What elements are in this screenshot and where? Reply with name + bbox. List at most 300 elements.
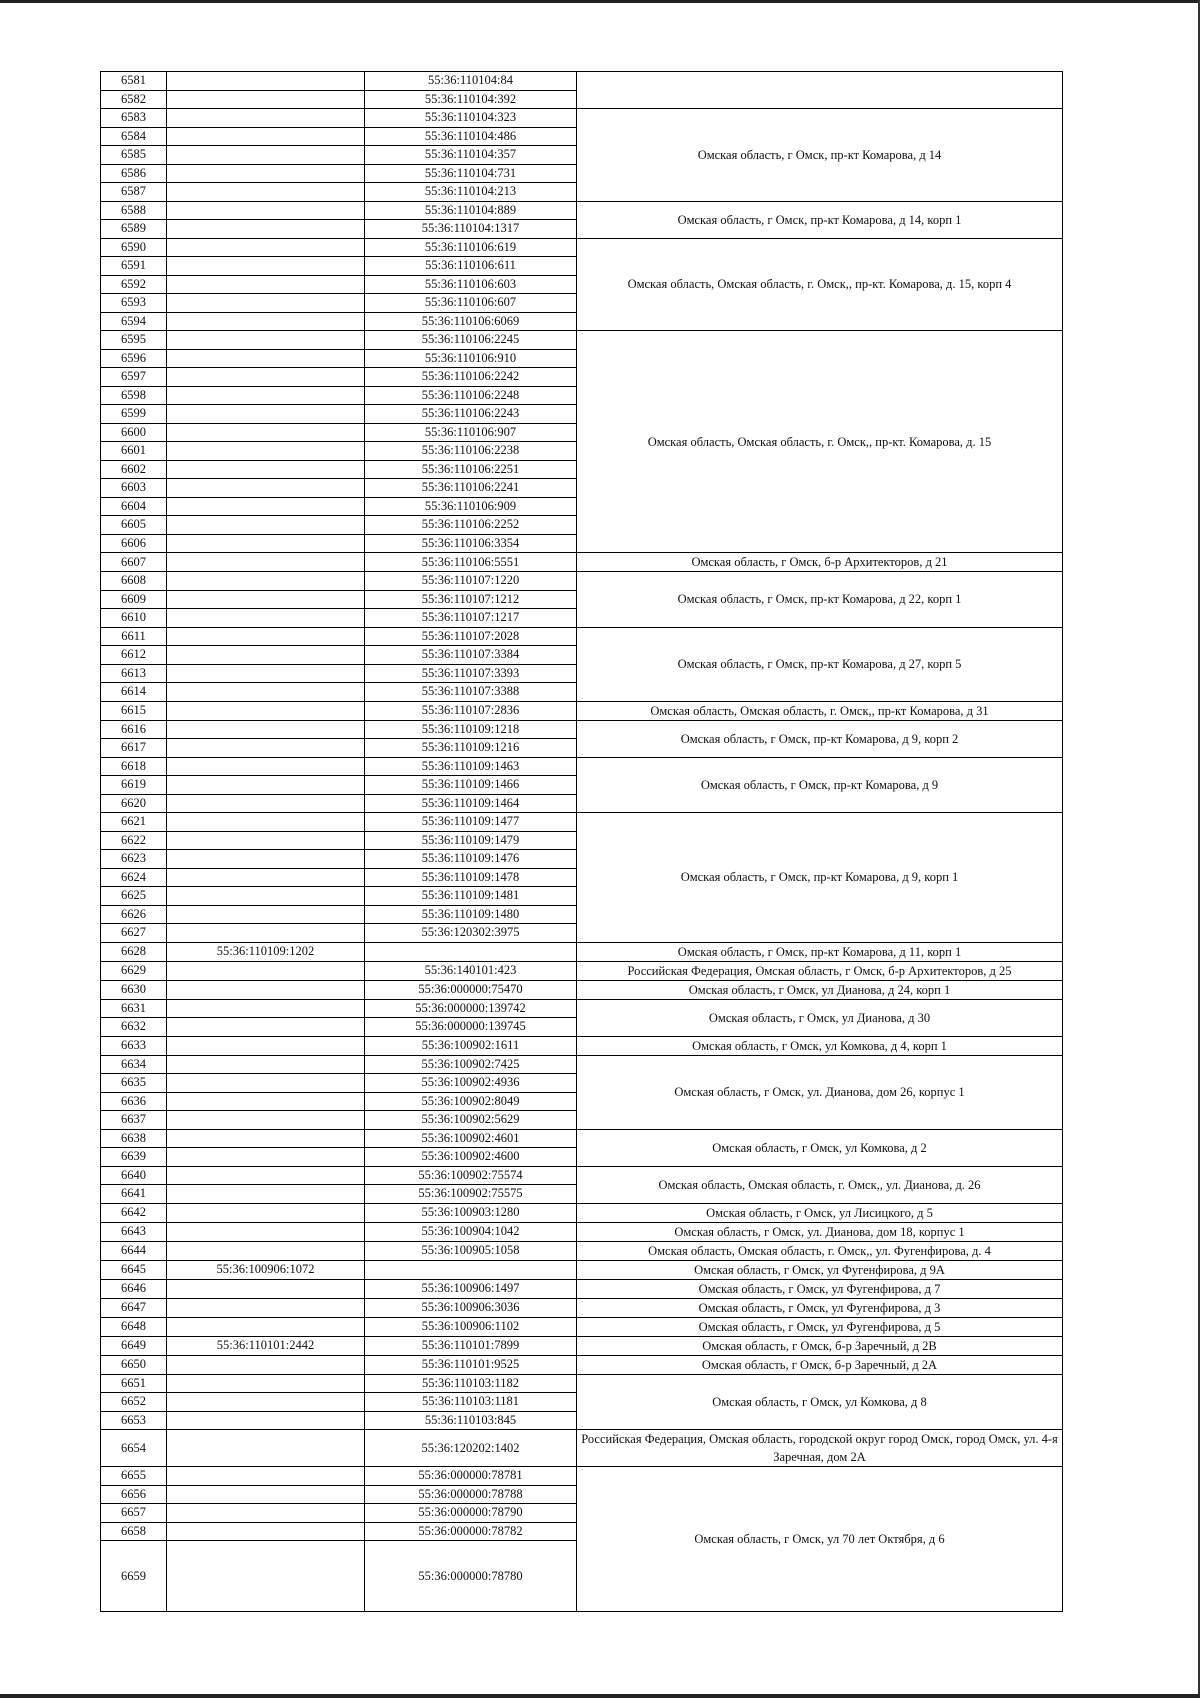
cadastral-number-cell: 55:36:110107:1217 (365, 609, 577, 628)
row-number-cell: 6617 (101, 739, 167, 758)
address-cell: Омская область, г Омск, пр-кт Комарова, д 14 (577, 109, 1063, 202)
cadastral-number-cell: 55:36:000000:75470 (365, 980, 577, 999)
table-row (101, 1467, 1063, 1486)
row-number-cell: 6632 (101, 1018, 167, 1037)
table-row (101, 813, 1063, 832)
cadastral-number-cell: 55:36:100902:4936 (365, 1074, 577, 1093)
old-cadastral-cell (167, 1203, 365, 1222)
old-cadastral-cell (167, 850, 365, 869)
cadastral-number-cell: 55:36:100902:1611 (365, 1036, 577, 1055)
table-row (101, 1129, 1063, 1148)
cadastral-number-cell: 55:36:100905:1058 (365, 1241, 577, 1260)
row-number-cell: 6627 (101, 924, 167, 943)
old-cadastral-cell (167, 331, 365, 350)
row-number-cell: 6614 (101, 683, 167, 702)
cadastral-number-cell: 55:36:110103:1182 (365, 1374, 577, 1393)
table-row (101, 331, 1063, 350)
row-number-cell: 6653 (101, 1411, 167, 1430)
old-cadastral-cell (167, 627, 365, 646)
cadastral-number-cell: 55:36:110104:357 (365, 146, 577, 165)
cadastral-number-cell: 55:36:000000:78781 (365, 1467, 577, 1486)
row-number-cell: 6581 (101, 72, 167, 91)
old-cadastral-cell (167, 683, 365, 702)
row-number-cell: 6650 (101, 1355, 167, 1374)
old-cadastral-cell (167, 1317, 365, 1336)
cadastral-number-cell: 55:36:110104:889 (365, 201, 577, 220)
row-number-cell: 6652 (101, 1393, 167, 1412)
table-row (101, 1317, 1063, 1336)
old-cadastral-cell (167, 516, 365, 535)
row-number-cell: 6597 (101, 368, 167, 387)
address-cell: Омская область, г Омск, ул Комкова, д 8 (577, 1374, 1063, 1430)
address-cell: Омская область, г Омск, пр-кт Комарова, д 11, корп 1 (577, 942, 1063, 961)
old-cadastral-cell (167, 386, 365, 405)
table-row (101, 1166, 1063, 1185)
old-cadastral-cell: 55:36:110101:2442 (167, 1336, 365, 1355)
row-number-cell: 6635 (101, 1074, 167, 1093)
cadastral-number-cell: 55:36:100902:75575 (365, 1185, 577, 1204)
old-cadastral-cell (167, 1241, 365, 1260)
row-number-cell: 6619 (101, 776, 167, 795)
table-row (101, 201, 1063, 220)
row-number-cell: 6654 (101, 1430, 167, 1467)
cadastral-number-cell: 55:36:110103:845 (365, 1411, 577, 1430)
table-row (101, 1374, 1063, 1393)
row-number-cell: 6629 (101, 961, 167, 980)
old-cadastral-cell (167, 1298, 365, 1317)
old-cadastral-cell (167, 887, 365, 906)
table-row (101, 980, 1063, 999)
row-number-cell: 6651 (101, 1374, 167, 1393)
row-number-cell: 6604 (101, 497, 167, 516)
old-cadastral-cell (167, 442, 365, 461)
address-cell: Омская область, г Омск, пр-кт Комарова, д 9, корп 2 (577, 720, 1063, 757)
cadastral-number-cell: 55:36:000000:78782 (365, 1522, 577, 1541)
cadastral-number-cell: 55:36:110104:84 (365, 72, 577, 91)
old-cadastral-cell (167, 1279, 365, 1298)
row-number-cell: 6631 (101, 999, 167, 1018)
old-cadastral-cell (167, 961, 365, 980)
table-row (101, 1203, 1063, 1222)
scan-edge-top (0, 0, 1200, 3)
table-row (101, 238, 1063, 257)
cadastral-number-cell: 55:36:000000:78780 (365, 1541, 577, 1612)
old-cadastral-cell (167, 794, 365, 813)
cadastral-number-cell: 55:36:000000:78790 (365, 1504, 577, 1523)
row-number-cell: 6598 (101, 386, 167, 405)
old-cadastral-cell (167, 1036, 365, 1055)
old-cadastral-cell (167, 127, 365, 146)
old-cadastral-cell (167, 924, 365, 943)
cadastral-number-cell: 55:36:110107:1212 (365, 590, 577, 609)
cadastral-number-cell: 55:36:110104:731 (365, 164, 577, 183)
cadastral-number-cell: 55:36:110106:5551 (365, 553, 577, 572)
table-row (101, 1298, 1063, 1317)
old-cadastral-cell (167, 1092, 365, 1111)
address-cell: Омская область, г Омск, ул Лисицкого, д 5 (577, 1203, 1063, 1222)
cadastral-number-cell: 55:36:140101:423 (365, 961, 577, 980)
old-cadastral-cell (167, 720, 365, 739)
row-number-cell: 6589 (101, 220, 167, 239)
cadastral-number-cell: 55:36:110107:2836 (365, 701, 577, 720)
row-number-cell: 6584 (101, 127, 167, 146)
cadastral-number-cell: 55:36:110106:2252 (365, 516, 577, 535)
old-cadastral-cell (167, 1411, 365, 1430)
old-cadastral-cell (167, 164, 365, 183)
row-number-cell: 6648 (101, 1317, 167, 1336)
row-number-cell: 6646 (101, 1279, 167, 1298)
address-cell: Омская область, Омская область, г. Омск,, пр-кт. Комарова, д. 15 (577, 331, 1063, 553)
cadastral-number-cell: 55:36:100902:4601 (365, 1129, 577, 1148)
cadastral-number-cell: 55:36:110107:3388 (365, 683, 577, 702)
old-cadastral-cell (167, 72, 365, 91)
row-number-cell: 6588 (101, 201, 167, 220)
old-cadastral-cell (167, 776, 365, 795)
row-number-cell: 6659 (101, 1541, 167, 1612)
table-row (101, 1430, 1063, 1467)
address-cell: Омская область, г Омск, ул Дианова, д 24, корп 1 (577, 980, 1063, 999)
cadastral-number-cell: 55:36:110107:2028 (365, 627, 577, 646)
old-cadastral-cell (167, 609, 365, 628)
cadastral-number-cell: 55:36:110101:7899 (365, 1336, 577, 1355)
cadastral-number-cell: 55:36:110106:907 (365, 423, 577, 442)
old-cadastral-cell (167, 1185, 365, 1204)
table-row (101, 572, 1063, 591)
cadastral-number-cell: 55:36:110109:1466 (365, 776, 577, 795)
address-cell: Омская область, г Омск, б-р Архитекторов, д 21 (577, 553, 1063, 572)
old-cadastral-cell (167, 1485, 365, 1504)
row-number-cell: 6600 (101, 423, 167, 442)
cadastral-number-cell: 55:36:100902:75574 (365, 1166, 577, 1185)
table-row (101, 1279, 1063, 1298)
cadastral-number-cell: 55:36:110106:2238 (365, 442, 577, 461)
row-number-cell: 6642 (101, 1203, 167, 1222)
row-number-cell: 6603 (101, 479, 167, 498)
old-cadastral-cell (167, 109, 365, 128)
cadastral-number-cell: 55:36:110109:1464 (365, 794, 577, 813)
row-number-cell: 6622 (101, 831, 167, 850)
table-row (101, 1241, 1063, 1260)
old-cadastral-cell (167, 1148, 365, 1167)
cadastral-number-cell: 55:36:110106:611 (365, 257, 577, 276)
cadastral-number-cell: 55:36:110104:486 (365, 127, 577, 146)
row-number-cell: 6637 (101, 1111, 167, 1130)
address-cell: Омская область, г Омск, ул 70 лет Октября, д 6 (577, 1467, 1063, 1612)
row-number-cell: 6602 (101, 460, 167, 479)
address-cell: Омская область, г Омск, ул Фугенфирова, д 5 (577, 1317, 1063, 1336)
old-cadastral-cell (167, 1055, 365, 1074)
row-number-cell: 6645 (101, 1260, 167, 1279)
table-row (101, 553, 1063, 572)
cadastral-number-cell: 55:36:110106:3354 (365, 534, 577, 553)
cadastral-number-cell: 55:36:110107:1220 (365, 572, 577, 591)
address-cell: Омская область, Омская область, г. Омск,, пр-кт Комарова, д 31 (577, 701, 1063, 720)
address-cell: Омская область, г Омск, ул Дианова, д 30 (577, 999, 1063, 1036)
table-row (101, 942, 1063, 961)
old-cadastral-cell (167, 1504, 365, 1523)
old-cadastral-cell (167, 275, 365, 294)
cadastral-number-cell: 55:36:110106:2248 (365, 386, 577, 405)
row-number-cell: 6618 (101, 757, 167, 776)
row-number-cell: 6610 (101, 609, 167, 628)
row-number-cell: 6591 (101, 257, 167, 276)
table-row (101, 627, 1063, 646)
address-cell: Омская область, г Омск, ул. Дианова, дом 26, корпус 1 (577, 1055, 1063, 1129)
old-cadastral-cell (167, 1467, 365, 1486)
row-number-cell: 6644 (101, 1241, 167, 1260)
cadastral-number-cell: 55:36:110109:1481 (365, 887, 577, 906)
cadastral-number-cell: 55:36:120302:3975 (365, 924, 577, 943)
old-cadastral-cell: 55:36:110109:1202 (167, 942, 365, 961)
row-number-cell: 6595 (101, 331, 167, 350)
row-number-cell: 6593 (101, 294, 167, 313)
row-number-cell: 6658 (101, 1522, 167, 1541)
cadastral-number-cell: 55:36:120202:1402 (365, 1430, 577, 1467)
cadastral-number-cell (365, 942, 577, 961)
cadastral-number-cell: 55:36:110106:2241 (365, 479, 577, 498)
address-cell: Омская область, г Омск, пр-кт Комарова, д 22, корп 1 (577, 572, 1063, 628)
old-cadastral-cell (167, 497, 365, 516)
cadastral-number-cell: 55:36:110104:323 (365, 109, 577, 128)
cadastral-number-cell: 55:36:000000:78788 (365, 1485, 577, 1504)
old-cadastral-cell (167, 183, 365, 202)
address-cell: Российская Федерация, Омская область, г Омск, б-р Архитекторов, д 25 (577, 961, 1063, 980)
cadastral-number-cell: 55:36:100904:1042 (365, 1222, 577, 1241)
cadastral-number-cell: 55:36:110106:2242 (365, 368, 577, 387)
row-number-cell: 6586 (101, 164, 167, 183)
row-number-cell: 6592 (101, 275, 167, 294)
old-cadastral-cell (167, 553, 365, 572)
cadastral-number-cell: 55:36:100902:8049 (365, 1092, 577, 1111)
cadastral-number-cell: 55:36:110109:1478 (365, 868, 577, 887)
cadastral-number-cell: 55:36:110106:909 (365, 497, 577, 516)
cadastral-number-cell: 55:36:100906:1497 (365, 1279, 577, 1298)
cadastral-number-cell: 55:36:110104:1317 (365, 220, 577, 239)
row-number-cell: 6582 (101, 90, 167, 109)
old-cadastral-cell (167, 868, 365, 887)
row-number-cell: 6655 (101, 1467, 167, 1486)
old-cadastral-cell (167, 664, 365, 683)
cadastral-number-cell: 55:36:110109:1477 (365, 813, 577, 832)
old-cadastral-cell (167, 1222, 365, 1241)
row-number-cell: 6633 (101, 1036, 167, 1055)
old-cadastral-cell (167, 423, 365, 442)
address-cell: Омская область, г Омск, пр-кт Комарова, д 27, корп 5 (577, 627, 1063, 701)
old-cadastral-cell (167, 1355, 365, 1374)
cadastral-number-cell: 55:36:110109:1216 (365, 739, 577, 758)
old-cadastral-cell (167, 831, 365, 850)
cadastral-number-cell: 55:36:110104:392 (365, 90, 577, 109)
cadastral-number-cell: 55:36:110106:2243 (365, 405, 577, 424)
row-number-cell: 6634 (101, 1055, 167, 1074)
cadastral-number-cell: 55:36:100902:7425 (365, 1055, 577, 1074)
table-row (101, 757, 1063, 776)
address-cell (577, 72, 1063, 109)
old-cadastral-cell (167, 1393, 365, 1412)
address-cell: Омская область, г Омск, ул Фугенфирова, д 9А (577, 1260, 1063, 1279)
row-number-cell: 6647 (101, 1298, 167, 1317)
table-row (101, 1036, 1063, 1055)
table-row (101, 1336, 1063, 1355)
row-number-cell: 6590 (101, 238, 167, 257)
cadastral-number-cell: 55:36:110109:1218 (365, 720, 577, 739)
old-cadastral-cell (167, 294, 365, 313)
row-number-cell: 6609 (101, 590, 167, 609)
old-cadastral-cell (167, 1430, 365, 1467)
old-cadastral-cell (167, 1129, 365, 1148)
row-number-cell: 6612 (101, 646, 167, 665)
row-number-cell: 6656 (101, 1485, 167, 1504)
old-cadastral-cell (167, 905, 365, 924)
old-cadastral-cell (167, 238, 365, 257)
table-row (101, 701, 1063, 720)
row-number-cell: 6596 (101, 349, 167, 368)
old-cadastral-cell (167, 999, 365, 1018)
cadastral-number-cell: 55:36:100906:1102 (365, 1317, 577, 1336)
row-number-cell: 6638 (101, 1129, 167, 1148)
row-number-cell: 6649 (101, 1336, 167, 1355)
row-number-cell: 6587 (101, 183, 167, 202)
cadastral-number-cell: 55:36:110104:213 (365, 183, 577, 202)
row-number-cell: 6599 (101, 405, 167, 424)
old-cadastral-cell (167, 146, 365, 165)
old-cadastral-cell (167, 813, 365, 832)
row-number-cell: 6657 (101, 1504, 167, 1523)
cadastral-number-cell: 55:36:110101:9525 (365, 1355, 577, 1374)
old-cadastral-cell (167, 368, 365, 387)
row-number-cell: 6613 (101, 664, 167, 683)
old-cadastral-cell (167, 701, 365, 720)
row-number-cell: 6624 (101, 868, 167, 887)
old-cadastral-cell: 55:36:100906:1072 (167, 1260, 365, 1279)
address-cell: Омская область, г Омск, пр-кт Комарова, д 9, корп 1 (577, 813, 1063, 943)
cadastral-number-cell: 55:36:110109:1476 (365, 850, 577, 869)
table-row (101, 1222, 1063, 1241)
cadastral-number-cell: 55:36:110103:1181 (365, 1393, 577, 1412)
table-row (101, 1355, 1063, 1374)
cadastral-number-cell: 55:36:110106:910 (365, 349, 577, 368)
address-cell: Омская область, г Омск, пр-кт Комарова, д 9 (577, 757, 1063, 813)
address-cell: Омская область, г Омск, ул Фугенфирова, д 7 (577, 1279, 1063, 1298)
row-number-cell: 6639 (101, 1148, 167, 1167)
old-cadastral-cell (167, 572, 365, 591)
address-cell: Омская область, г Омск, б-р Заречный, д 2А (577, 1355, 1063, 1374)
old-cadastral-cell (167, 257, 365, 276)
old-cadastral-cell (167, 1522, 365, 1541)
table-row (101, 999, 1063, 1018)
address-cell: Омская область, Омская область, г. Омск,, ул. Дианова, д. 26 (577, 1166, 1063, 1203)
cadastral-number-cell: 55:36:110106:619 (365, 238, 577, 257)
cadastral-number-cell: 55:36:110106:603 (365, 275, 577, 294)
row-number-cell: 6620 (101, 794, 167, 813)
old-cadastral-cell (167, 1018, 365, 1037)
old-cadastral-cell (167, 757, 365, 776)
row-number-cell: 6636 (101, 1092, 167, 1111)
old-cadastral-cell (167, 1541, 365, 1612)
row-number-cell: 6626 (101, 905, 167, 924)
cadastral-number-cell: 55:36:000000:139742 (365, 999, 577, 1018)
row-number-cell: 6641 (101, 1185, 167, 1204)
cadastral-number-cell: 55:36:100906:3036 (365, 1298, 577, 1317)
row-number-cell: 6625 (101, 887, 167, 906)
table-row (101, 720, 1063, 739)
old-cadastral-cell (167, 590, 365, 609)
address-cell: Омская область, г Омск, пр-кт Комарова, д 14, корп 1 (577, 201, 1063, 238)
cadastral-number-cell: 55:36:110106:6069 (365, 312, 577, 331)
cadastral-number-cell: 55:36:110107:3384 (365, 646, 577, 665)
address-cell: Омская область, г Омск, ул Фугенфирова, д 3 (577, 1298, 1063, 1317)
address-cell: Омская область, Омская область, г. Омск,, ул. Фугенфирова, д. 4 (577, 1241, 1063, 1260)
table-row (101, 109, 1063, 128)
old-cadastral-cell (167, 980, 365, 999)
address-cell: Омская область, г Омск, ул. Дианова, дом 18, корпус 1 (577, 1222, 1063, 1241)
row-number-cell: 6611 (101, 627, 167, 646)
row-number-cell: 6585 (101, 146, 167, 165)
old-cadastral-cell (167, 739, 365, 758)
old-cadastral-cell (167, 405, 365, 424)
old-cadastral-cell (167, 534, 365, 553)
address-cell: Омская область, г Омск, ул Комкова, д 2 (577, 1129, 1063, 1166)
cadastral-number-cell: 55:36:110106:2251 (365, 460, 577, 479)
row-number-cell: 6608 (101, 572, 167, 591)
row-number-cell: 6640 (101, 1166, 167, 1185)
row-number-cell: 6621 (101, 813, 167, 832)
row-number-cell: 6616 (101, 720, 167, 739)
old-cadastral-cell (167, 90, 365, 109)
address-cell: Омская область, г Омск, б-р Заречный, д 2В (577, 1336, 1063, 1355)
table-row (101, 1260, 1063, 1279)
cadastral-number-cell: 55:36:110109:1480 (365, 905, 577, 924)
cadastral-number-cell: 55:36:100902:5629 (365, 1111, 577, 1130)
row-number-cell: 6628 (101, 942, 167, 961)
old-cadastral-cell (167, 479, 365, 498)
old-cadastral-cell (167, 349, 365, 368)
address-cell: Омская область, г Омск, ул Комкова, д 4, корп 1 (577, 1036, 1063, 1055)
cadastral-number-cell: 55:36:110107:3393 (365, 664, 577, 683)
cadastral-number-cell: 55:36:110109:1479 (365, 831, 577, 850)
old-cadastral-cell (167, 201, 365, 220)
old-cadastral-cell (167, 220, 365, 239)
old-cadastral-cell (167, 1166, 365, 1185)
old-cadastral-cell (167, 646, 365, 665)
scan-edge-bottom (0, 1694, 1200, 1698)
registry-table-body (101, 72, 1063, 1612)
row-number-cell: 6583 (101, 109, 167, 128)
row-number-cell: 6643 (101, 1222, 167, 1241)
old-cadastral-cell (167, 1111, 365, 1130)
old-cadastral-cell (167, 1374, 365, 1393)
table-row (101, 1055, 1063, 1074)
cadastral-number-cell: 55:36:100903:1280 (365, 1203, 577, 1222)
old-cadastral-cell (167, 312, 365, 331)
row-number-cell: 6601 (101, 442, 167, 461)
table-row (101, 961, 1063, 980)
address-cell: Омская область, Омская область, г. Омск,, пр-кт. Комарова, д. 15, корп 4 (577, 238, 1063, 331)
old-cadastral-cell (167, 1074, 365, 1093)
row-number-cell: 6615 (101, 701, 167, 720)
cadastral-number-cell: 55:36:110106:607 (365, 294, 577, 313)
cadastral-number-cell: 55:36:110109:1463 (365, 757, 577, 776)
address-cell: Российская Федерация, Омская область, городской округ город Омск, город Омск, ул. 4-я Заречная, дом 2А (577, 1430, 1063, 1467)
row-number-cell: 6605 (101, 516, 167, 535)
row-number-cell: 6606 (101, 534, 167, 553)
table-row (101, 72, 1063, 91)
cadastral-number-cell: 55:36:110106:2245 (365, 331, 577, 350)
row-number-cell: 6630 (101, 980, 167, 999)
cadastral-number-cell: 55:36:100902:4600 (365, 1148, 577, 1167)
registry-table (100, 71, 1063, 1612)
old-cadastral-cell (167, 460, 365, 479)
